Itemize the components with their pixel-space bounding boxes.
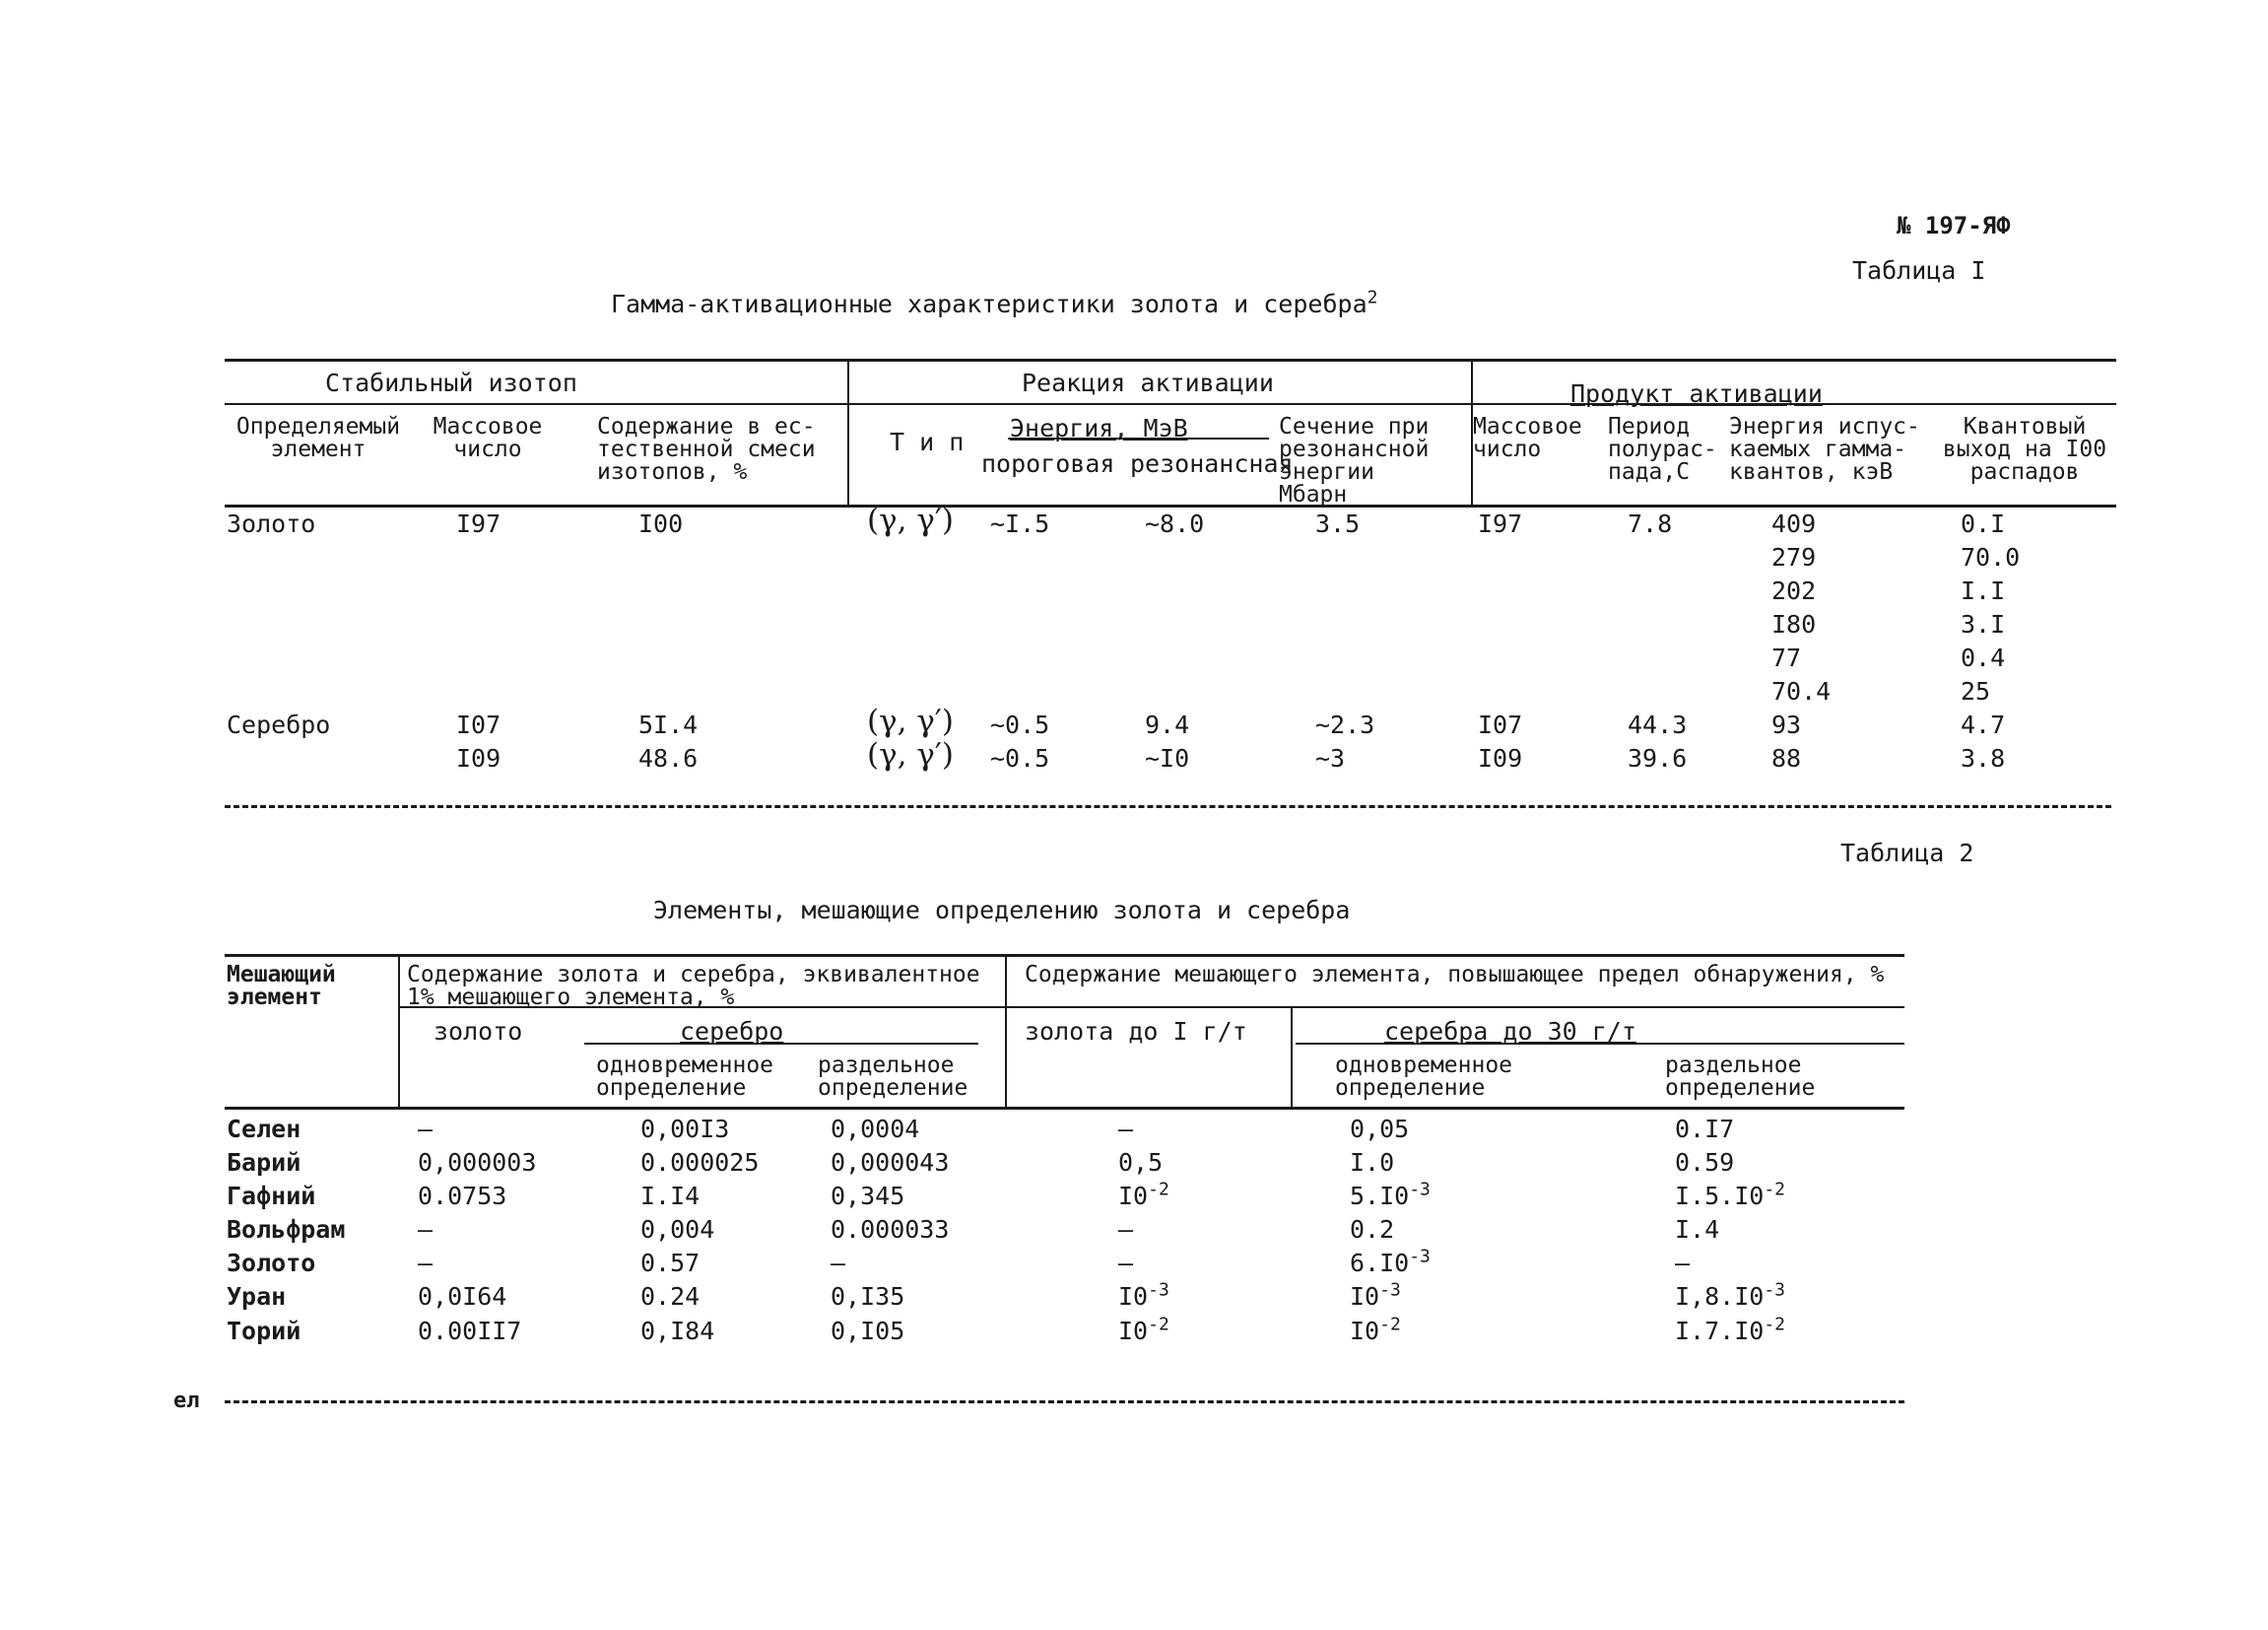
header-threshold: пороговая: [981, 449, 1115, 478]
t2-value: 0.0753: [418, 1182, 507, 1210]
t2-value: 0.000025: [640, 1148, 760, 1177]
t2-value: Золото: [227, 1249, 316, 1277]
t2-cell-silver-sep: [831, 1319, 904, 1343]
t2-value: –: [1118, 1115, 1134, 1143]
table1-title: [611, 287, 1378, 318]
header-gamma-energy: Энергия испус- каемых гамма- квантов, кэВ: [1729, 414, 1920, 485]
t2-value: 0,345: [831, 1182, 905, 1210]
t2-cell-element: [227, 1184, 315, 1208]
group-activation-product: Продукт активации: [1570, 379, 1823, 408]
header-energy: Энергия, МэВ: [1010, 414, 1188, 442]
header-equivalent-content: Содержание золота и серебра, эквивалентное 1% мешающего элемента, %: [407, 962, 980, 1010]
table2-label: Таблица 2: [1840, 839, 1974, 867]
t2-cell-gold: [418, 1319, 521, 1343]
t2-cell-silver-sep: [831, 1117, 919, 1141]
t2-exponent: -2: [1379, 1314, 1401, 1335]
t2-cell-gold: [418, 1251, 433, 1275]
t2-value: 0.000033: [831, 1215, 950, 1244]
t1-cell-prod-mass: I07: [1478, 711, 1523, 739]
table1-label: Таблица I: [1852, 256, 1986, 285]
header-natural-content: Содержание в ес- тественной смеси изотопов, %: [597, 414, 816, 485]
t2-value: I0: [1118, 1282, 1149, 1311]
header-type: Т и п: [890, 428, 965, 456]
t2-cell-ag-sim: [1350, 1150, 1394, 1175]
t2-cell-element: [227, 1150, 300, 1175]
t2-value: 0,0I64: [418, 1282, 507, 1311]
header-cross-section: Сечение при резонансной энергии Мбарн: [1279, 414, 1430, 508]
t2-exponent: -3: [1148, 1279, 1169, 1301]
t2-value: I.4: [1675, 1215, 1720, 1244]
t1-cell-yield: 0.4: [1961, 644, 2006, 672]
t2-cell-gold-lim: [1118, 1279, 1169, 1311]
t2-value: –: [831, 1249, 846, 1277]
t2-cell-gold: [418, 1150, 536, 1175]
t2-cell-gold: [418, 1117, 433, 1141]
t2-cell-ag-sep: [1675, 1217, 1719, 1242]
t2-value: I0: [1118, 1182, 1149, 1210]
t1-cell-gamma: I80: [1771, 610, 1817, 639]
t2-cell-gold-lim: [1118, 1179, 1169, 1210]
t2-cell-ag-sim: [1350, 1217, 1394, 1242]
t2-cell-gold-lim: [1118, 1150, 1163, 1175]
header-determined-element: Определяемый элемент: [235, 414, 401, 462]
t2-value: I,8.I0: [1675, 1282, 1765, 1311]
t2-value: Барий: [227, 1148, 301, 1177]
t2-cell-gold-lim: [1118, 1251, 1133, 1275]
t2-cell-ag-sim: [1350, 1117, 1409, 1141]
t1-cell-resonance: ~I0: [1145, 744, 1190, 773]
t2-value: 0,05: [1350, 1115, 1410, 1143]
t2-value: 0,I84: [640, 1317, 715, 1345]
t2-value: 0.59: [1675, 1148, 1735, 1177]
group-activation-reaction: Реакция активации: [1022, 369, 1274, 397]
t2-value: I0: [1350, 1317, 1380, 1345]
t2-value: 0.I7: [1675, 1115, 1735, 1143]
t1-cell-gamma: 279: [1771, 543, 1817, 572]
t1-cell-content: 5I.4: [638, 711, 699, 739]
header-product-mass: Массовое число: [1473, 414, 1582, 462]
t2-cell-gold-lim: [1118, 1217, 1133, 1242]
header-silver-limit: серебра до 30 г/т: [1384, 1017, 1636, 1046]
header-half-life: Период полурас- пада,С: [1608, 414, 1717, 485]
t1-cell-threshold: ~I.5: [990, 509, 1050, 538]
t2-value: Селен: [227, 1115, 301, 1143]
t2-value: I.7.I0: [1675, 1317, 1765, 1345]
table2-title: Элементы, мешающие определению золота и серебра: [653, 896, 1351, 924]
t2-cell-gold: [418, 1284, 506, 1309]
header-simultaneous-2: одновременное определение: [1335, 1053, 1513, 1101]
t1-cell-yield: 4.7: [1961, 711, 2006, 739]
t2-cell-ag-sim: [1350, 1279, 1401, 1311]
t1-cell-gamma: 77: [1771, 644, 1802, 672]
group-stable-isotope: Стабильный изотоп: [325, 369, 577, 397]
t2-cell-ag-sim: [1350, 1179, 1431, 1210]
t2-value: –: [418, 1115, 434, 1143]
t2-value: Гафний: [227, 1182, 316, 1210]
t2-cell-ag-sep: [1675, 1279, 1785, 1311]
t2-value: –: [1118, 1215, 1134, 1244]
header-quantum-yield: Квантовый выход на I00 распадов: [1942, 414, 2107, 485]
t1-cell-prod-mass: I97: [1478, 509, 1523, 538]
t1-cell-threshold: ~0.5: [990, 744, 1050, 773]
t1-cell-mass: I97: [456, 509, 501, 538]
t2-cell-gold: [418, 1184, 506, 1208]
t2-cell-element: [227, 1284, 286, 1309]
t2-value: 0.00II7: [418, 1317, 522, 1345]
t1-cell-yield: 0.I: [1961, 509, 2006, 538]
t2-cell-silver-sim: [640, 1217, 714, 1242]
t1-cell-type: (γ, γ′): [867, 704, 954, 739]
t2-cell-element: [227, 1117, 300, 1141]
t2-value: 0,I35: [831, 1282, 905, 1311]
table1-title-text: Гамма-активационные характеристики золота и серебра: [611, 290, 1367, 318]
page-mark: ел: [173, 1389, 200, 1413]
t2-cell-gold-lim: [1118, 1117, 1133, 1141]
t2-cell-ag-sep: [1675, 1179, 1785, 1210]
table1-title-footnote: 2: [1367, 287, 1378, 308]
t2-value: –: [1675, 1249, 1691, 1277]
t2-exponent: -2: [1148, 1179, 1169, 1200]
t1-cell-yield: 25: [1961, 677, 1991, 706]
header-resonance: резонансная: [1130, 449, 1294, 478]
header-gold: золото: [434, 1017, 523, 1046]
header-gold-limit: золота до I г/т: [1025, 1017, 1247, 1046]
t1-cell-yield: 3.I: [1961, 610, 2006, 639]
header-mass-number: Массовое число: [433, 414, 543, 462]
t1-cell-element: Золото: [227, 509, 316, 538]
t1-cell-content: I00: [638, 509, 684, 538]
t1-cell-gamma: 409: [1771, 509, 1817, 538]
t1-cell-resonance: 9.4: [1145, 711, 1190, 739]
t1-cell-content: 48.6: [638, 744, 699, 773]
t2-cell-silver-sim: [640, 1117, 729, 1141]
t2-cell-silver-sim: [640, 1150, 759, 1175]
t2-value: I0: [1350, 1282, 1380, 1311]
t2-exponent: -2: [1764, 1179, 1785, 1200]
t2-exponent: -3: [1409, 1246, 1431, 1267]
t2-value: 0,004: [640, 1215, 715, 1244]
t2-exponent: -3: [1764, 1279, 1785, 1301]
t2-cell-silver-sep: [831, 1150, 949, 1175]
t2-value: Уран: [227, 1282, 287, 1311]
t2-value: 6.I0: [1350, 1249, 1410, 1277]
t2-exponent: -2: [1148, 1314, 1169, 1335]
header-silver: серебро: [680, 1017, 784, 1046]
t1-cell-threshold: ~0.5: [990, 711, 1050, 739]
t2-value: 0.24: [640, 1282, 700, 1311]
t1-cell-yield: 3.8: [1961, 744, 2006, 773]
header-interfering-element: Мешающий элемент: [227, 962, 336, 1010]
t1-cell-yield: 70.0: [1961, 543, 2021, 572]
t2-cell-element: [227, 1319, 300, 1343]
t2-cell-element: [227, 1217, 345, 1242]
t1-cell-resonance: ~8.0: [1145, 509, 1205, 538]
t1-cell-half-life: 39.6: [1628, 744, 1688, 773]
t2-cell-silver-sim: [640, 1284, 700, 1309]
t2-cell-element: [227, 1251, 315, 1275]
t2-value: 0,000043: [831, 1148, 950, 1177]
t1-cell-prod-mass: I09: [1478, 744, 1523, 773]
t1-cell-cross: ~3: [1315, 744, 1346, 773]
t2-cell-ag-sep: [1675, 1251, 1690, 1275]
t1-cell-yield: I.I: [1961, 577, 2006, 605]
t2-cell-ag-sep: [1675, 1314, 1785, 1345]
t2-value: Вольфрам: [227, 1215, 346, 1244]
t1-cell-gamma: 70.4: [1771, 677, 1832, 706]
t1-cell-gamma: 202: [1771, 577, 1817, 605]
t2-cell-gold-lim: [1118, 1314, 1169, 1345]
t2-value: 0,000003: [418, 1148, 537, 1177]
t1-cell-cross: ~2.3: [1315, 711, 1375, 739]
t2-value: 5.I0: [1350, 1182, 1410, 1210]
t2-exponent: -3: [1379, 1279, 1401, 1301]
t2-cell-silver-sim: [640, 1184, 700, 1208]
t1-cell-type: (γ, γ′): [867, 503, 954, 538]
t2-value: Торий: [227, 1317, 301, 1345]
t2-cell-ag-sep: [1675, 1117, 1734, 1141]
t1-cell-half-life: 44.3: [1628, 711, 1688, 739]
t2-value: –: [418, 1249, 434, 1277]
header-exceeding-content: Содержание мешающего элемента, повышающее предел обнаружения, %: [1025, 962, 1885, 987]
t2-cell-ag-sim: [1350, 1314, 1401, 1345]
t2-value: –: [418, 1215, 434, 1244]
t2-value: 0,I05: [831, 1317, 905, 1345]
t2-value: 0,0004: [831, 1115, 920, 1143]
t2-value: I.0: [1350, 1148, 1395, 1177]
t2-cell-silver-sim: [640, 1319, 714, 1343]
t2-value: I0: [1118, 1317, 1149, 1345]
t2-cell-silver-sep: [831, 1251, 845, 1275]
t2-value: 0.2: [1350, 1215, 1395, 1244]
t1-cell-cross: 3.5: [1315, 509, 1361, 538]
t1-cell-mass: I07: [456, 711, 501, 739]
t2-value: 0,00I3: [640, 1115, 730, 1143]
header-separate: раздельное определение: [818, 1053, 968, 1101]
t2-cell-silver-sep: [831, 1284, 904, 1309]
t2-cell-silver-sep: [831, 1217, 949, 1242]
t2-value: I.5.I0: [1675, 1182, 1765, 1210]
t1-cell-half-life: 7.8: [1628, 509, 1673, 538]
t1-cell-gamma: 88: [1771, 744, 1802, 773]
t1-cell-gamma: 93: [1771, 711, 1802, 739]
t2-value: 0.57: [640, 1249, 700, 1277]
t2-cell-ag-sim: [1350, 1246, 1431, 1277]
t2-cell-ag-sep: [1675, 1150, 1734, 1175]
t2-value: –: [1118, 1249, 1134, 1277]
t2-cell-silver-sim: [640, 1251, 700, 1275]
t2-cell-gold: [418, 1217, 433, 1242]
t1-cell-type: (γ, γ′): [867, 737, 954, 773]
header-separate-2: раздельное определение: [1665, 1053, 1816, 1101]
t2-value: 0,5: [1118, 1148, 1164, 1177]
document-number: № 197-ЯФ: [1897, 212, 2011, 239]
t1-cell-mass: I09: [456, 744, 501, 773]
t2-exponent: -3: [1409, 1179, 1431, 1200]
t2-cell-silver-sep: [831, 1184, 904, 1208]
header-simultaneous: одновременное определение: [596, 1053, 774, 1101]
t2-value: I.I4: [640, 1182, 700, 1210]
t2-exponent: -2: [1764, 1314, 1785, 1335]
t1-cell-element: Серебро: [227, 711, 331, 739]
